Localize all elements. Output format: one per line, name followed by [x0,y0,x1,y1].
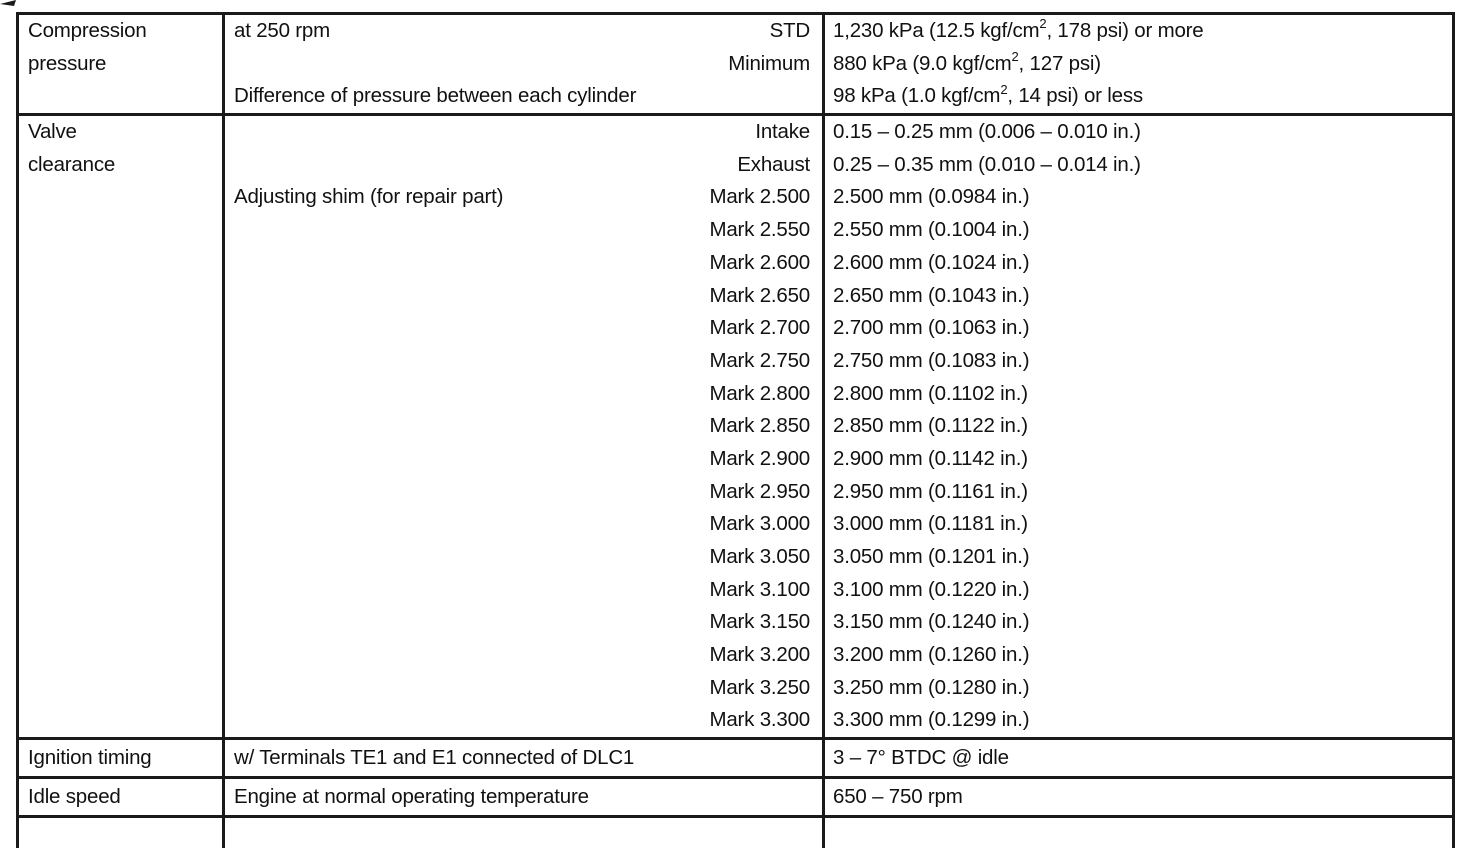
row-valve-clearance [18,115,1454,739]
value-cell [824,817,1454,848]
superscript: 2 [1039,16,1047,32]
item-label: Ignition timing [28,746,152,770]
spec-value: 650 – 750 rpm [833,785,963,809]
condition-line [225,48,822,81]
spec-value: 2.550 mm (0.1004 in.) [833,218,1030,242]
condition-line [225,149,822,182]
spec-value: 98 kPa (1.0 kgf/$cm^2$, 14 psi) or less [833,81,1143,108]
spec-value: 2.600 mm (0.1024 in.) [833,250,1030,274]
item-cell [18,115,224,739]
condition-line [225,541,822,574]
condition-line [225,779,822,815]
spec-value: 3.150 mm (0.1240 in.) [833,610,1030,634]
spec-value: 2.950 mm (0.1161 in.) [833,479,1028,503]
spec-value: 2.650 mm (0.1043 in.) [833,283,1030,307]
condition-line [225,214,822,247]
condition-key: Mark 3.300 [709,708,810,732]
value-cell [824,778,1454,817]
specification-table [16,12,1455,848]
condition-key: Mark 3.200 [709,643,810,667]
row-ignition-timing [18,739,1454,778]
condition-line [225,80,822,113]
condition-key: Mark 3.050 [709,545,810,568]
value-cell [824,115,1454,739]
spec-value: 0.25 – 0.35 mm (0.010 – 0.014 in.) [833,152,1141,176]
item-cell [18,817,224,848]
condition-line [225,476,822,509]
spec-value: 2.750 mm (0.1083 in.) [833,348,1030,372]
condition-cell [224,115,824,739]
condition-line [225,181,822,214]
condition-key: Mark 2.750 [709,348,810,372]
condition-key: Mark 3.000 [709,512,810,536]
condition-key: Mark 2.950 [709,479,810,503]
condition-line [225,574,822,607]
condition-line [225,704,822,737]
superscript: 2 [1011,48,1019,64]
condition-line [225,116,822,149]
condition-text: at 250 rpm [234,19,330,42]
condition-line [225,312,822,345]
condition-line [225,672,822,705]
condition-cell [224,778,824,817]
condition-key: Mark 3.100 [709,577,810,601]
condition-text: w/ Terminals TE1 and E1 connected of DLC1 [234,746,635,770]
condition-line [225,443,822,476]
condition-key: Mark 2.700 [709,316,810,340]
item-label-line: clearance [28,152,116,176]
condition-cell [224,817,824,848]
spec-value: 3 – 7° BTDC @ idle [833,746,1009,770]
item-label-line: pressure [28,51,107,75]
condition-key: Mark 3.150 [709,610,810,634]
item-label-line: Compression [28,19,147,42]
row-idle-speed [18,778,1454,817]
spec-value: 3.100 mm (0.1220 in.) [833,577,1030,601]
spec-value: 2.700 mm (0.1063 in.) [833,316,1030,340]
spec-value: 2.500 mm (0.0984 in.) [833,185,1030,209]
spec-value: 0.15 – 0.25 mm (0.006 – 0.010 in.) [833,120,1141,144]
condition-cell [224,739,824,778]
condition-line [225,378,822,411]
condition-line [225,247,822,280]
spec-value: 3.000 mm (0.1181 in.) [833,512,1028,536]
condition-key: Mark 2.500 [709,185,810,209]
condition-text: Adjusting shim (for repair part) [234,185,504,209]
superscript: 2 [1000,81,1008,97]
spec-value: 3.300 mm (0.1299 in.) [833,708,1030,732]
condition-key: Mark 2.800 [709,381,810,405]
row-compression-pressure [18,14,1454,115]
spec-value: 1,230 kPa (12.5 kgf/$cm^2$, 178 psi) or more [833,16,1204,42]
spec-value: 2.850 mm (0.1122 in.) [833,414,1028,438]
condition-line [225,345,822,378]
condition-key: Mark 2.600 [709,250,810,274]
condition-key: Mark 2.550 [709,218,810,242]
condition-key: Exhaust [737,152,810,176]
condition-key: Mark 3.250 [709,675,810,699]
row-continued [18,817,1454,848]
item-label-line: Valve [28,120,77,144]
condition-key: Mark 2.850 [709,414,810,438]
condition-key: Minimum [728,51,810,75]
spec-value: 2.900 mm (0.1142 in.) [833,446,1028,470]
condition-key: STD [769,19,810,42]
item-cell [18,778,224,817]
condition-cell [224,14,824,115]
condition-line [225,280,822,313]
spec-value: 3.200 mm (0.1260 in.) [833,643,1030,667]
condition-key: Mark 2.900 [709,446,810,470]
spec-value: 880 kPa (9.0 kgf/$cm^2$, 127 psi) [833,48,1101,75]
item-cell [18,14,224,115]
condition-line [225,606,822,639]
item-label: Idle speed [28,785,121,809]
condition-line [225,639,822,672]
condition-text: Difference of pressure between each cylinder [234,84,637,108]
spec-value: 3.250 mm (0.1280 in.) [833,675,1030,699]
condition-line [225,508,822,541]
value-cell [824,739,1454,778]
condition-line [225,15,822,48]
spec-value: 2.800 mm (0.1102 in.) [833,381,1028,405]
item-cell [18,739,224,778]
spec-value: 3.050 mm (0.1201 in.) [833,545,1030,568]
condition-text: Engine at normal operating temperature [234,785,589,809]
value-cell [824,14,1454,115]
condition-line [225,410,822,443]
condition-key: Intake [755,120,810,144]
condition-key: Mark 2.650 [709,283,810,307]
condition-line [225,740,822,776]
